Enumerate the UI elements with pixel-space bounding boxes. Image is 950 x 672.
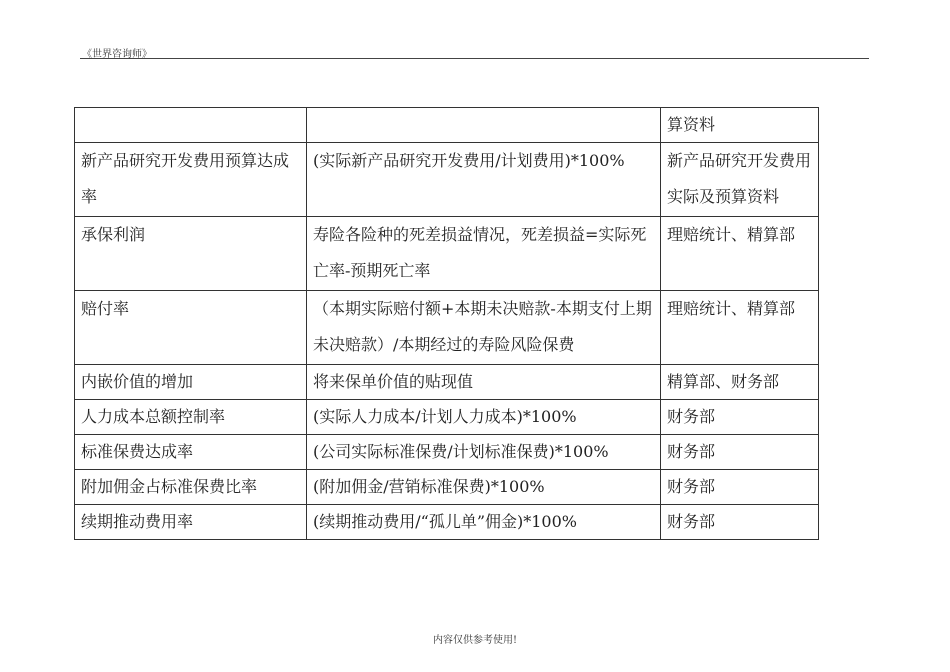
table-cell-formula: (续期推动费用/“孤儿单”佣金)*100% bbox=[307, 505, 661, 540]
header-rule bbox=[80, 58, 869, 59]
table-cell-formula: 将来保单价值的贴现值 bbox=[307, 365, 661, 400]
table-row bbox=[75, 435, 819, 470]
table-cell-indicator: 附加佣金占标准保费比率 bbox=[75, 470, 307, 505]
header-title: 《世界咨询师》 bbox=[82, 49, 152, 60]
table-cell-formula: 寿险各险种的死差损益情况，死差损益=实际死亡率-预期死亡率 bbox=[307, 217, 661, 291]
table-cell-source: 财务部 bbox=[661, 435, 819, 470]
table-row bbox=[75, 217, 819, 291]
kpi-table bbox=[74, 107, 819, 540]
table-cell-formula: (实际人力成本/计划人力成本)*100% bbox=[307, 400, 661, 435]
table-cell-formula: (实际新产品研究开发费用/计划费用)*100% bbox=[307, 143, 661, 217]
table-cell-formula bbox=[307, 108, 661, 143]
table-cell-formula: (公司实际标准保费/计划标准保费)*100% bbox=[307, 435, 661, 470]
table-row bbox=[75, 400, 819, 435]
table-row bbox=[75, 505, 819, 540]
table-cell-indicator: 标准保费达成率 bbox=[75, 435, 307, 470]
table-cell-formula: （本期实际赔付额+本期未决赔款-本期支付上期未决赔款）/本期经过的寿险风险保费 bbox=[307, 291, 661, 365]
table-cell-source: 新产品研究开发费用实际及预算资料 bbox=[661, 143, 819, 217]
table-cell-indicator: 新产品研究开发费用预算达成率 bbox=[75, 143, 307, 217]
table-cell-formula: (附加佣金/营销标准保费)*100% bbox=[307, 470, 661, 505]
table-cell-indicator: 赔付率 bbox=[75, 291, 307, 365]
table-cell-indicator: 承保利润 bbox=[75, 217, 307, 291]
table-row bbox=[75, 470, 819, 505]
table-row bbox=[75, 143, 819, 217]
table-cell-source: 理赔统计、精算部 bbox=[661, 217, 819, 291]
table-cell-indicator: 续期推动费用率 bbox=[75, 505, 307, 540]
table-row bbox=[75, 365, 819, 400]
footer-note: 内容仅供参考使用! bbox=[432, 635, 518, 646]
table-cell-indicator: 人力成本总额控制率 bbox=[75, 400, 307, 435]
table-row bbox=[75, 291, 819, 365]
table-cell-source: 财务部 bbox=[661, 470, 819, 505]
table-cell-source: 财务部 bbox=[661, 505, 819, 540]
table-cell-source: 算资料 bbox=[661, 108, 819, 143]
table-cell-source: 精算部、财务部 bbox=[661, 365, 819, 400]
table-cell-source: 财务部 bbox=[661, 400, 819, 435]
table-cell-source: 理赔统计、精算部 bbox=[661, 291, 819, 365]
table-row bbox=[75, 108, 819, 143]
table-cell-indicator: 内嵌价值的增加 bbox=[75, 365, 307, 400]
table-cell-indicator bbox=[75, 108, 307, 143]
